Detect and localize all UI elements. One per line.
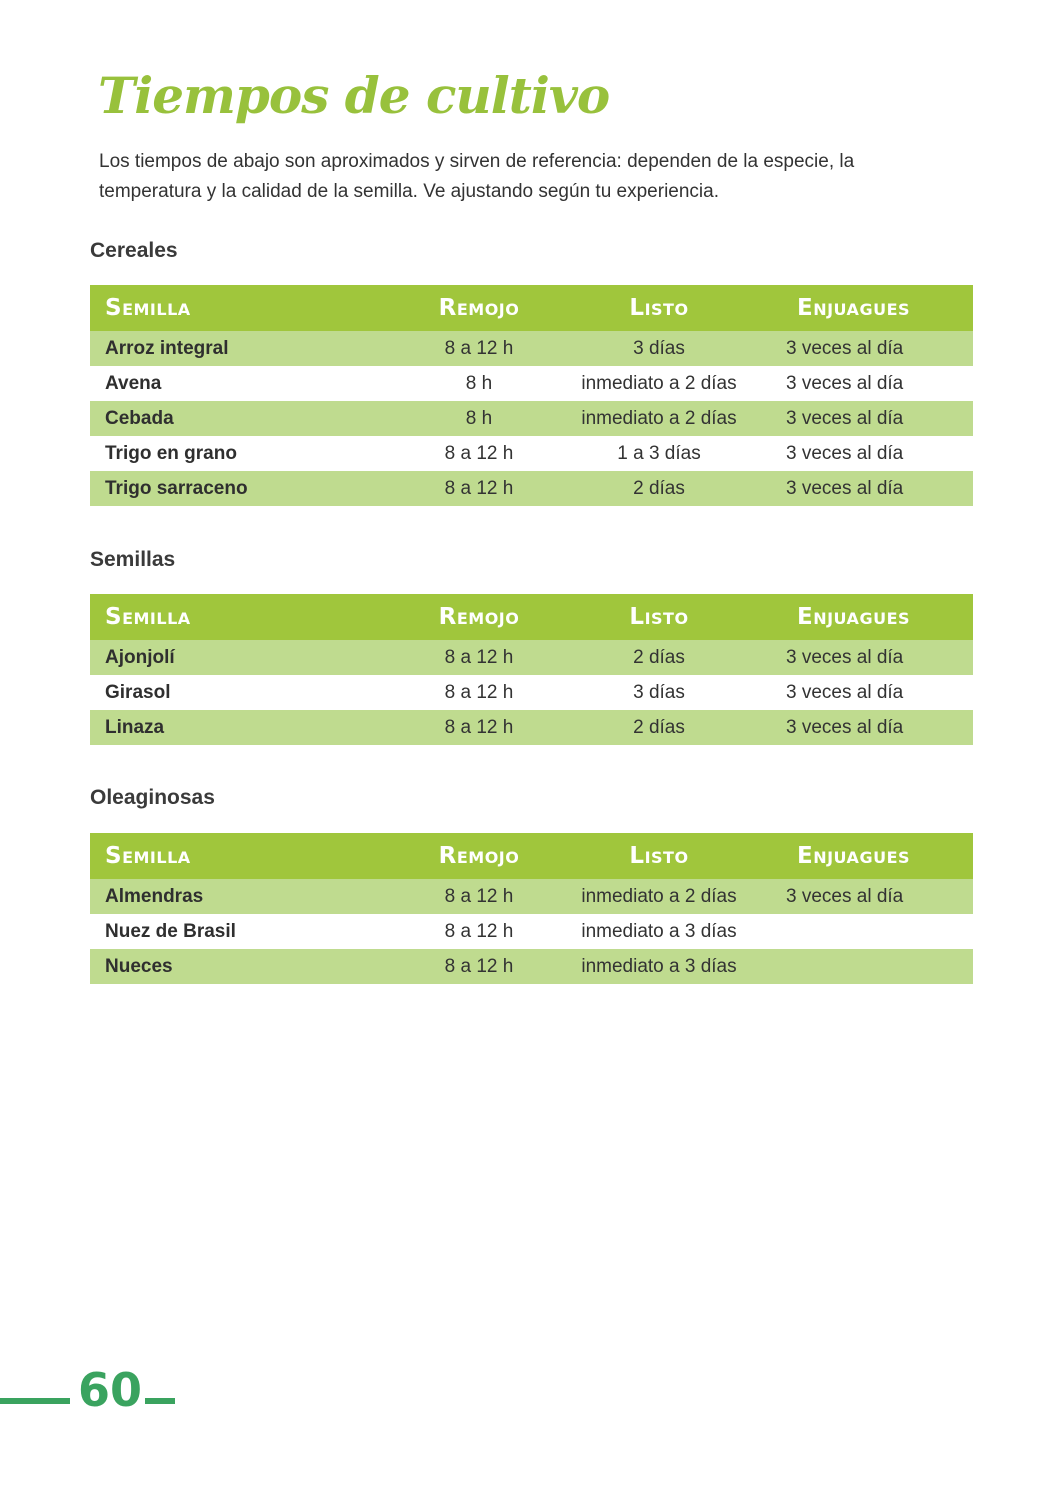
table-row (90, 949, 973, 984)
cell-enjuagues: 3 veces al día (786, 442, 904, 464)
cell-remojo: 8 a 12 h (444, 477, 514, 499)
cell-enjuagues (770, 949, 973, 984)
table-row (90, 710, 973, 745)
cell-enjuagues: 3 veces al día (786, 337, 904, 359)
cell-semilla: Avena (105, 372, 162, 394)
column-header-semilla: Semilla (105, 843, 191, 869)
cell-listo: inmediato a 2 días (581, 372, 737, 394)
page-title: Tiempos de cultivo (98, 66, 610, 125)
cell-listo: 2 días (633, 477, 685, 499)
table-row (90, 436, 973, 471)
cell-semilla: Almendras (105, 885, 204, 907)
table-row (90, 331, 973, 366)
cell-enjuagues: 3 veces al día (786, 646, 904, 668)
table-row (90, 366, 973, 401)
cell-listo: 3 días (633, 337, 685, 359)
column-header-enjuagues: Enjuagues (797, 295, 911, 321)
cell-listo: 3 días (633, 681, 685, 703)
cell-remojo: 8 a 12 h (444, 442, 514, 464)
column-header-listo: Listo (629, 295, 689, 321)
table-cereales (90, 285, 973, 506)
table-semillas (90, 594, 973, 745)
cell-enjuagues: 3 veces al día (786, 681, 904, 703)
table-row (90, 675, 973, 710)
cell-remojo: 8 a 12 h (444, 920, 514, 942)
column-header-semilla: Semilla (105, 295, 191, 321)
column-header-remojo: Remojo (438, 295, 520, 321)
section-label-oleaginosas: Oleaginosas (90, 786, 215, 809)
column-header-remojo: Remojo (438, 604, 520, 630)
cell-semilla: Nueces (105, 955, 173, 977)
cell-remojo: 8 a 12 h (444, 337, 514, 359)
cell-remojo: 8 a 12 h (444, 885, 514, 907)
column-header-enjuagues: Enjuagues (797, 843, 911, 869)
table-header-row (90, 833, 973, 879)
column-header-semilla: Semilla (105, 604, 191, 630)
cell-listo: inmediato a 2 días (581, 885, 737, 907)
table-header-row (90, 594, 973, 640)
table-row (90, 879, 973, 914)
cell-semilla: Trigo en grano (105, 442, 237, 464)
cell-enjuagues (770, 914, 973, 949)
cell-remojo: 8 a 12 h (444, 716, 514, 738)
table-row (90, 640, 973, 675)
section-label-semillas: Semillas (90, 548, 176, 571)
page-number: 60 (78, 1363, 143, 1417)
table-row (90, 401, 973, 436)
table-header-row (90, 285, 973, 331)
cell-listo: 1 a 3 días (617, 442, 701, 464)
cell-enjuagues: 3 veces al día (786, 407, 904, 429)
intro-paragraph: Los tiempos de abajo son aproximados y sirven de referencia: dependen de la especie, la temperatura y la calidad de la semilla. Ve ajustando según tu experiencia. (99, 151, 855, 202)
cell-listo: 2 días (633, 716, 685, 738)
cell-listo: 2 días (633, 646, 685, 668)
column-header-remojo: Remojo (438, 843, 520, 869)
cell-remojo: 8 h (465, 372, 493, 394)
cell-enjuagues: 3 veces al día (786, 477, 904, 499)
cell-remojo: 8 a 12 h (444, 646, 514, 668)
cell-remojo: 8 a 12 h (444, 955, 514, 977)
cell-semilla: Arroz integral (105, 337, 229, 359)
cell-listo: inmediato a 3 días (581, 920, 737, 942)
page-number-block (0, 1362, 180, 1422)
cell-listo: inmediato a 2 días (581, 407, 737, 429)
section-label-cereales: Cereales (90, 239, 178, 262)
cell-semilla: Trigo sarraceno (105, 477, 248, 499)
cell-remojo: 8 h (465, 407, 493, 429)
column-header-listo: Listo (629, 843, 689, 869)
cell-semilla: Girasol (105, 681, 171, 703)
cell-enjuagues: 3 veces al día (786, 716, 904, 738)
cell-semilla: Ajonjolí (105, 646, 175, 668)
page-number-rule-left (0, 1398, 70, 1404)
table-oleaginosas (90, 833, 973, 984)
cell-semilla: Cebada (105, 407, 174, 429)
cell-semilla: Linaza (105, 716, 165, 738)
cell-enjuagues: 3 veces al día (786, 372, 904, 394)
page-number-rule-right (145, 1398, 175, 1404)
cell-semilla: Nuez de Brasil (105, 920, 236, 942)
cell-listo: inmediato a 3 días (581, 955, 737, 977)
cell-enjuagues: 3 veces al día (786, 885, 904, 907)
table-row (90, 914, 973, 949)
cell-remojo: 8 a 12 h (444, 681, 514, 703)
column-header-listo: Listo (629, 604, 689, 630)
column-header-enjuagues: Enjuagues (797, 604, 911, 630)
table-row (90, 471, 973, 506)
